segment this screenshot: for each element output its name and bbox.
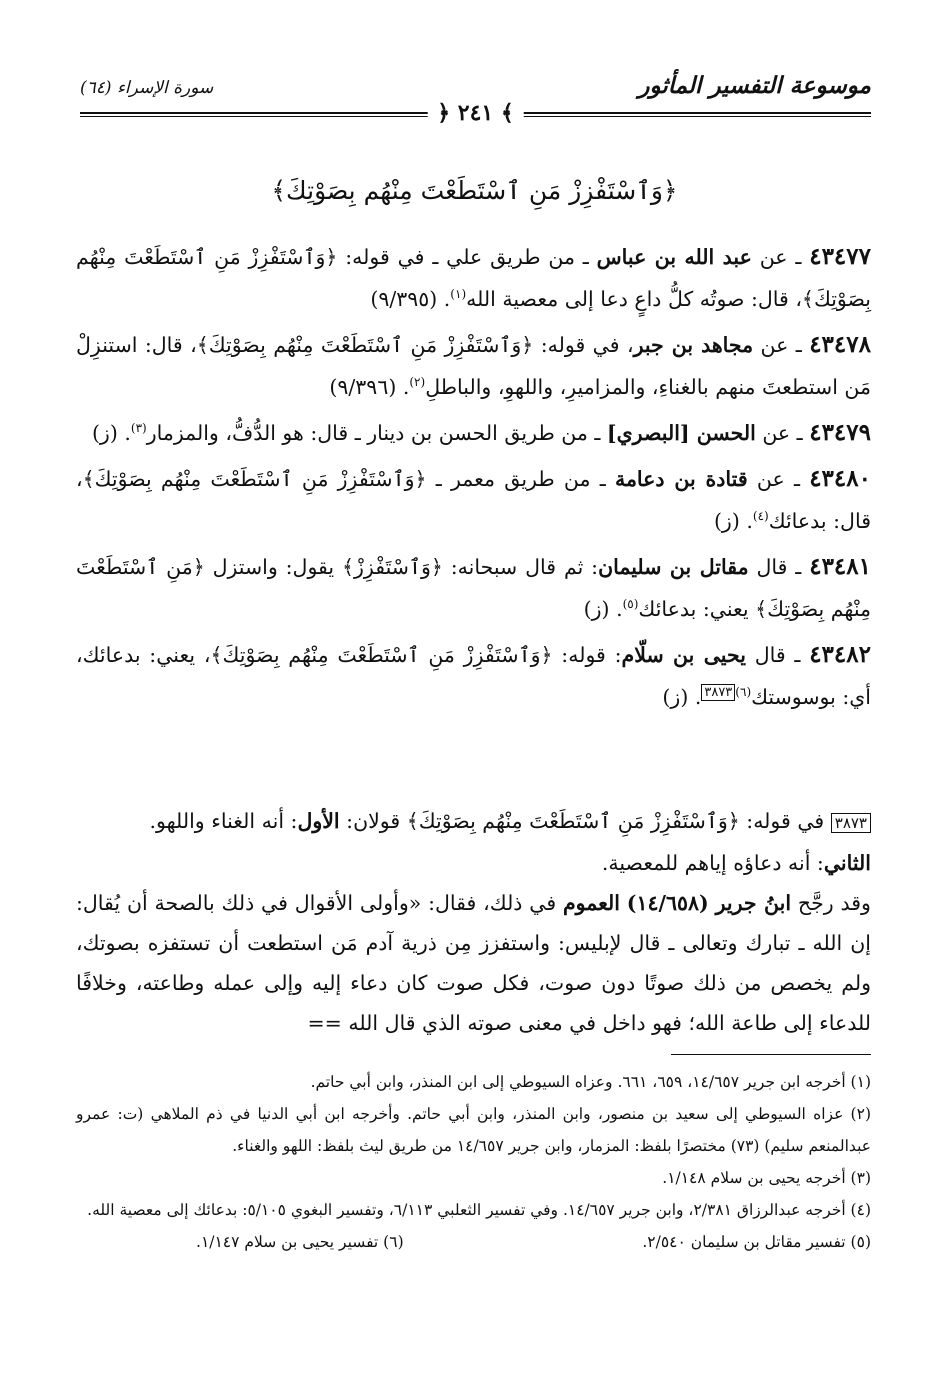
entry-ref: . (٩/٣٩٥) [370, 287, 451, 311]
footnote-marker: (٦) [735, 685, 752, 700]
footnote-marker: (٥) [622, 597, 639, 612]
commentary-text: في ذلك، فقال: «وأولى الأقوال في ذلك بالصحة أن يُقال: إن الله ـ تبارك وتعالى ـ قال لإبليس: واستفزز مِن ذرية آدم مَن استطعت أن تستفزه بصوتك، ولم يخصص من ذلك صوتًا دون صوت، فكل صوت كان دعاء إليه وإلى عمله وطاعته، وخلافًا للدعاء إلى طاعة الله؛ فهو داخل في معنى صوته الذي قال الله == [76, 891, 871, 1035]
entry-lead: ـ قال [756, 555, 802, 579]
entry-lead: ـ عن [760, 333, 802, 357]
entry-ref: . (ز) [662, 685, 702, 709]
entry-number: ٤٣٤٨٢ [809, 641, 871, 668]
narration-entry [76, 324, 871, 408]
narration-entry [76, 634, 871, 718]
footnotes [76, 1066, 871, 1258]
surah-reference: سورة الإسراء (٦٤) [80, 78, 214, 98]
entry-text: : قوله: ﴿وَٱسْتَفْزِزْ مَنِ ٱسْتَطَعْتَ مِنْهُم بِصَوْتِكَ﴾، يعني: بدعائك، أي: بوسوستك [76, 643, 871, 709]
entry-number: ٤٣٤٨١ [809, 553, 871, 580]
commentary-section [76, 801, 871, 1043]
commentary-text: : أنه الغناء واللهو. [149, 809, 298, 833]
entry-number: ٤٣٤٨٠ [809, 465, 871, 492]
narration-entry [76, 546, 871, 630]
footnote-marker: (٢) [409, 375, 426, 390]
entry-number: ٤٣٤٧٨ [809, 331, 871, 358]
narrator-name: عبد الله بن عباس [596, 245, 752, 269]
entry-number: ٤٣٤٧٩ [809, 419, 871, 446]
narration-entry [76, 458, 871, 542]
commentary-text: : أنه دعاؤه إياهم للمعصية. [601, 851, 824, 875]
footnote-row [76, 1226, 871, 1258]
entry-lead: ـ عن [762, 421, 803, 445]
commentary-text: وقد رجَّح [797, 891, 871, 915]
footnote: (٤) أخرجه عبدالرزاق ٢/٣٨١، وابن جرير ١٤/٦٥٧. وفي تفسير الثعلبي ٦/١١٣، وتفسير البغوي ٥/١٠٥: بدعائك إلى معصية الله. [87, 1201, 871, 1219]
page-number: ﴾ ٢٤١ ﴿ [427, 100, 524, 126]
ayah-heading: ﴿وَٱسْتَفْزِزْ مَنِ ٱسْتَطَعْتَ مِنْهُم بِصَوْتِكَ﴾ [271, 176, 678, 205]
commentary-label: العموم [562, 891, 620, 915]
footnote-marker: (٣) [130, 421, 147, 436]
entry-text: ـ من طريق معمر ـ ﴿وَٱسْتَفْزِزْ مَنِ ٱسْتَطَعْتَ مِنْهُم بِصَوْتِكَ﴾، قال: بدعائك [76, 467, 871, 533]
footnote: (٢) عزاه السيوطي إلى سعيد بن منصور، وابن المنذر، وابن أبي حاتم. وأخرجه ابن أبي الدنيا في ذم الملاهي (ت: عمرو عبدالمنعم سليم) (٧٣) مختصرًا بلفظ: المزمار، وابن جرير ١٤/٦٥٧ من طريق ليث بلفظ: اللهو والغناء. [76, 1105, 871, 1155]
narrations [76, 236, 871, 722]
footnote-divider [671, 1054, 871, 1055]
commentary-paragraph [76, 883, 871, 1043]
narration-entry [76, 236, 871, 320]
entry-ref: . (٩/٣٩٦) [329, 375, 410, 399]
commentary-paragraph [76, 843, 871, 883]
footnote: (٣) أخرجه يحيى بن سلام ١/١٤٨. [662, 1169, 871, 1187]
narrator-name: يحيى بن سلّام [621, 643, 746, 667]
entry-lead: ـ عن [759, 245, 802, 269]
entry-lead: ـ عن [756, 467, 800, 491]
commentary-text: في قوله: ﴿وَٱسْتَفْزِزْ مَنِ ٱسْتَطَعْتَ مِنْهُم بِصَوْتِكَ﴾ قولان: [346, 809, 825, 833]
entry-ref: . (ز) [91, 421, 131, 445]
entry-text: ـ من طريق علي ـ في قوله: ﴿وَٱسْتَفْزِزْ مَنِ ٱسْتَطَعْتَ مِنْهُم بِصَوْتِكَ﴾، قال: صوتُه كلُّ داعٍ دعا إلى معصية الله [76, 245, 871, 311]
footnote: (٥) تفسير مقاتل بن سليمان ٢/٥٤٠. [642, 1233, 871, 1251]
commentary-box-number: ٣٨٧٣ [831, 813, 871, 833]
commentary-citation: (١٤/٦٥٨) [626, 891, 709, 915]
book-title: موسوعة التفسير المأثور [638, 72, 871, 99]
commentary-paragraph [76, 801, 871, 843]
running-header [80, 72, 871, 132]
footnote-marker: (٤) [752, 509, 769, 524]
footnote: (١) أخرجه ابن جرير ١٤/٦٥٧، ٦٥٩، ٦٦١. وعزاه السيوطي إلى ابن المنذر، وابن أبي حاتم. [310, 1073, 871, 1091]
entry-number: ٤٣٤٧٧ [809, 243, 871, 270]
footnote: (٦) تفسير يحيى بن سلام ١/١٤٧. [196, 1233, 404, 1251]
entry-ref: . (ز) [713, 509, 753, 533]
entry-text: ، في قوله: ﴿وَٱسْتَفْزِزْ مَنِ ٱسْتَطَعْتَ مِنْهُم بِصَوْتِكَ﴾، قال: استنزِلْ مَن استطعتَ منهم بالغناءِ، والمزاميرِ، واللهوِ، والباطلِ [76, 333, 871, 399]
footnote-marker: (١) [450, 287, 467, 302]
commentary-scholar: ابنُ جرير [715, 891, 792, 915]
entry-ref: . (ز) [583, 597, 623, 621]
narrator-name: قتادة بن دعامة [614, 467, 748, 491]
commentary-box-ref: ٣٨٧٣ [701, 684, 735, 701]
entry-text: : ثم قال سبحانه: ﴿وَٱسْتَفْزِزْ﴾ يقول: واستزل ﴿مَنِ ٱسْتَطَعْتَ مِنْهُم بِصَوْتِكَ﴾ يعني: بدعائك [76, 555, 871, 621]
commentary-label: الأول [297, 809, 340, 833]
narration-entry [76, 412, 871, 454]
narrator-name: الحسن [البصري] [606, 421, 756, 445]
entry-text: ـ من طريق الحسن بن دينار ـ قال: هو الدُّفُّ، والمزمار [146, 421, 601, 445]
narrator-name: مقاتل بن سليمان [598, 555, 749, 579]
entry-lead: ـ قال [754, 643, 801, 667]
commentary-label: الثاني [823, 851, 871, 875]
narrator-name: مجاهد بن جبر [633, 333, 754, 357]
